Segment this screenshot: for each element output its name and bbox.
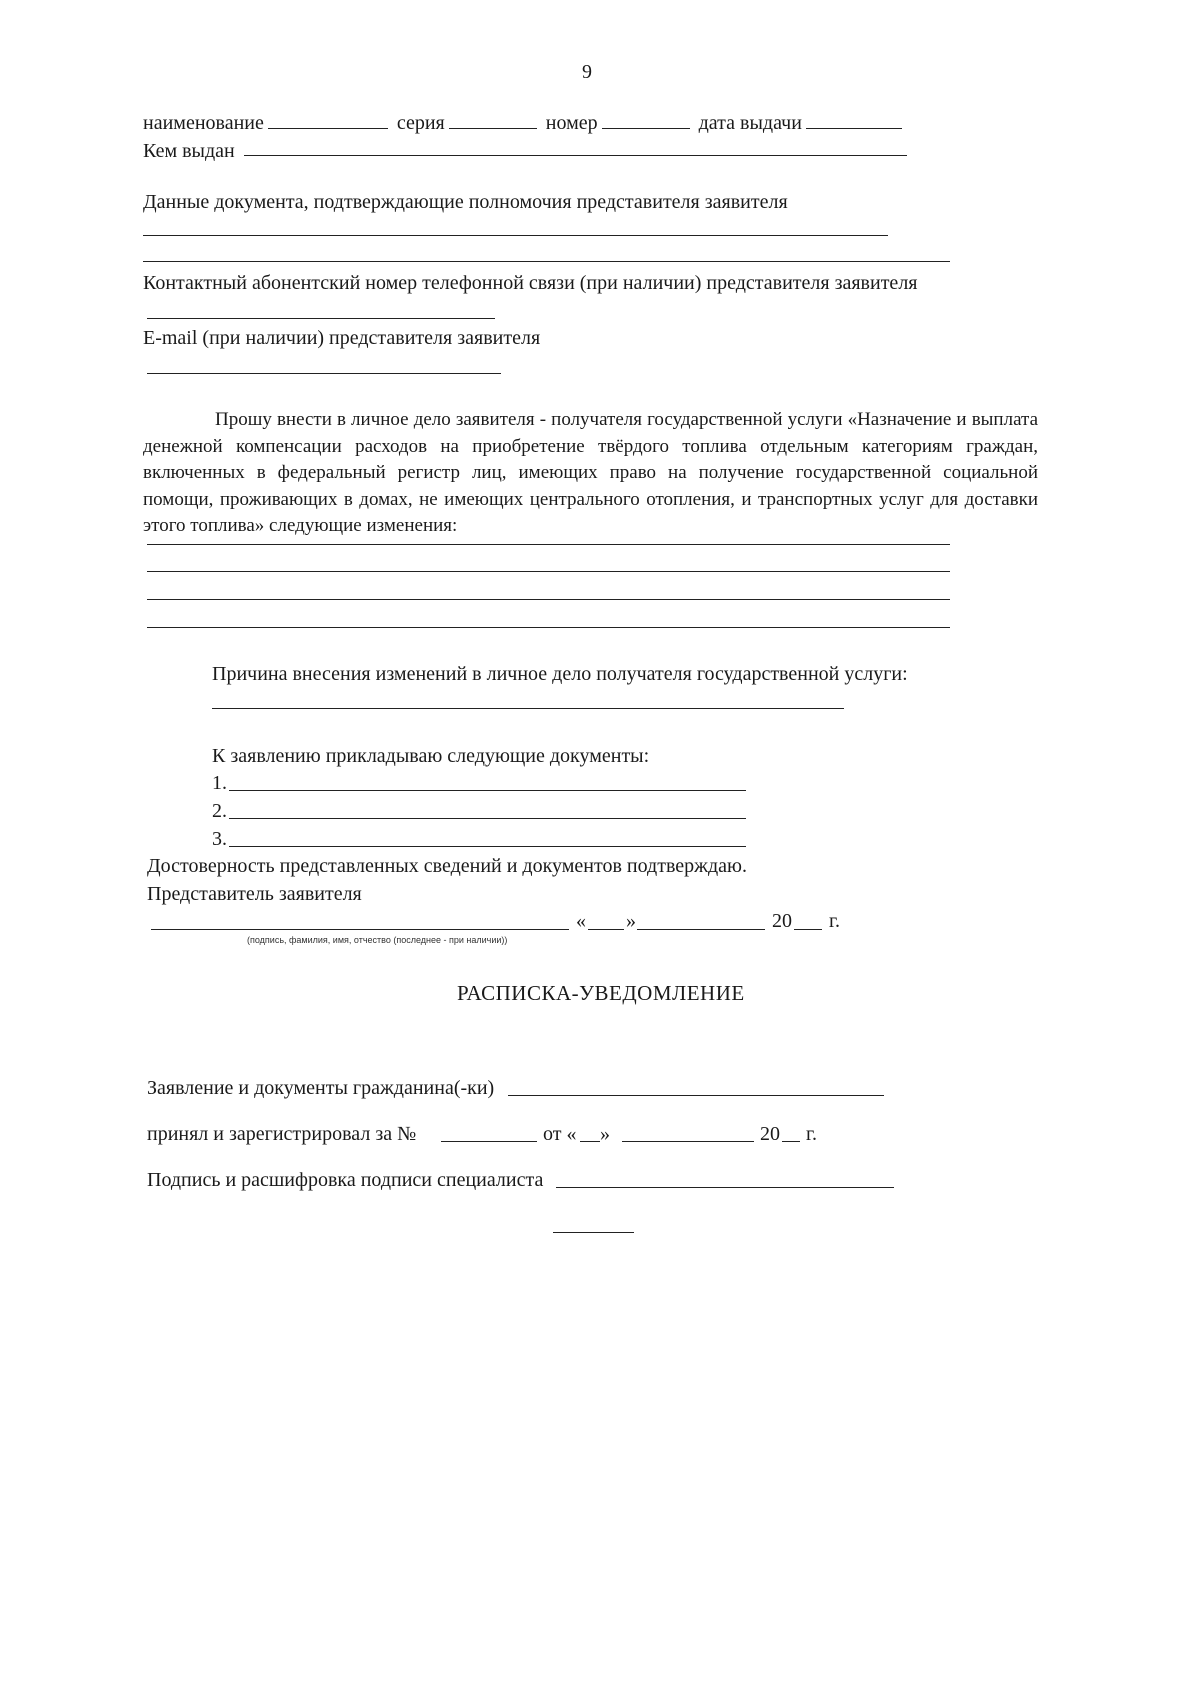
confirmation-text: Достоверность представленных сведений и документов подтверждаю.	[147, 855, 747, 877]
number-label: номер	[545, 112, 598, 134]
signature-field[interactable]	[151, 929, 569, 930]
receipt-month-field[interactable]	[622, 1141, 754, 1142]
receipt-from-label: от «	[543, 1123, 577, 1145]
attachment-field-2[interactable]	[229, 818, 746, 819]
issued-by-label: Кем выдан	[143, 140, 235, 162]
receipt-number-field[interactable]	[441, 1141, 537, 1142]
change-reason-field[interactable]	[212, 708, 844, 709]
number-field[interactable]	[602, 110, 690, 129]
receipt-day-field[interactable]	[580, 1141, 600, 1142]
name-field[interactable]	[268, 110, 388, 129]
representative-label: Представитель заявителя	[147, 883, 362, 905]
name-label: наименование	[143, 112, 264, 134]
changes-field-4[interactable]	[147, 627, 950, 628]
issue-date-field[interactable]	[806, 110, 902, 129]
signature-close-quote: »	[626, 910, 636, 932]
rep-authority-field-1[interactable]	[143, 235, 888, 236]
attachment-number-1: 1.	[212, 772, 227, 794]
signature-year-prefix: 20	[772, 910, 792, 932]
identity-doc-row	[143, 110, 906, 135]
rep-email-field[interactable]	[147, 373, 501, 374]
receipt-title: РАСПИСКА-УВЕДОМЛЕНИЕ	[457, 981, 745, 1005]
issue-date-label: дата выдачи	[698, 112, 802, 134]
rep-email-label: E-mail (при наличии) представителя заявителя	[143, 327, 541, 349]
attachments-label: К заявлению прикладываю следующие документы:	[212, 745, 650, 767]
receipt-citizen-field[interactable]	[508, 1095, 884, 1096]
rep-phone-field[interactable]	[147, 318, 495, 319]
series-label: серия	[396, 112, 445, 134]
signature-year-suffix: г.	[829, 910, 840, 932]
attachment-field-1[interactable]	[229, 790, 746, 791]
receipt-registered-label: принял и зарегистрировал за №	[147, 1123, 417, 1145]
receipt-specialist-field[interactable]	[556, 1187, 894, 1188]
changes-field-3[interactable]	[147, 599, 950, 600]
signature-open-quote: «	[576, 910, 586, 932]
receipt-statement-label: Заявление и документы гражданина(-ки)	[147, 1077, 495, 1099]
signature-year-field[interactable]	[794, 929, 822, 930]
attachment-number-2: 2.	[212, 800, 227, 822]
end-divider	[553, 1232, 634, 1233]
page-number: 9	[582, 61, 592, 83]
receipt-close-quote: »	[600, 1123, 610, 1145]
request-paragraph-text: Прошу внести в личное дело заявителя - получателя государственной услуги «Назначение и выплата денежной компенсации расходов на приобретение твёрдого топлива отдельным категориям граждан, включенных в федеральный регистр лиц, имеющих право на получение государственной социальной помощи, проживающих в домах, не имеющих центрального отопления, и транспортных услуг для доставки этого топлива» следующие изменения:	[143, 409, 1038, 536]
rep-authority-field-2[interactable]	[143, 261, 950, 262]
changes-field-2[interactable]	[147, 571, 950, 572]
rep-phone-label: Контактный абонентский номер телефонной связи (при наличии) представителя заявителя	[143, 272, 918, 294]
receipt-year-suffix: г.	[806, 1123, 817, 1145]
receipt-year-field[interactable]	[782, 1141, 800, 1142]
rep-authority-label: Данные документа, подтверждающие полномочия представителя заявителя	[143, 191, 788, 213]
receipt-year-prefix: 20	[760, 1123, 780, 1145]
signature-caption: (подпись, фамилия, имя, отчество (последнее - при наличии))	[247, 935, 508, 945]
signature-month-field[interactable]	[637, 929, 765, 930]
attachment-field-3[interactable]	[229, 846, 746, 847]
request-paragraph	[143, 407, 1038, 540]
receipt-specialist-label: Подпись и расшифровка подписи специалиста	[147, 1169, 544, 1191]
signature-day-field[interactable]	[588, 929, 624, 930]
attachment-number-3: 3.	[212, 828, 227, 850]
change-reason-label: Причина внесения изменений в личное дело получателя государственной услуги:	[212, 663, 908, 685]
series-field[interactable]	[449, 110, 537, 129]
issued-by-field[interactable]	[244, 155, 907, 156]
changes-field-1[interactable]	[147, 544, 950, 545]
